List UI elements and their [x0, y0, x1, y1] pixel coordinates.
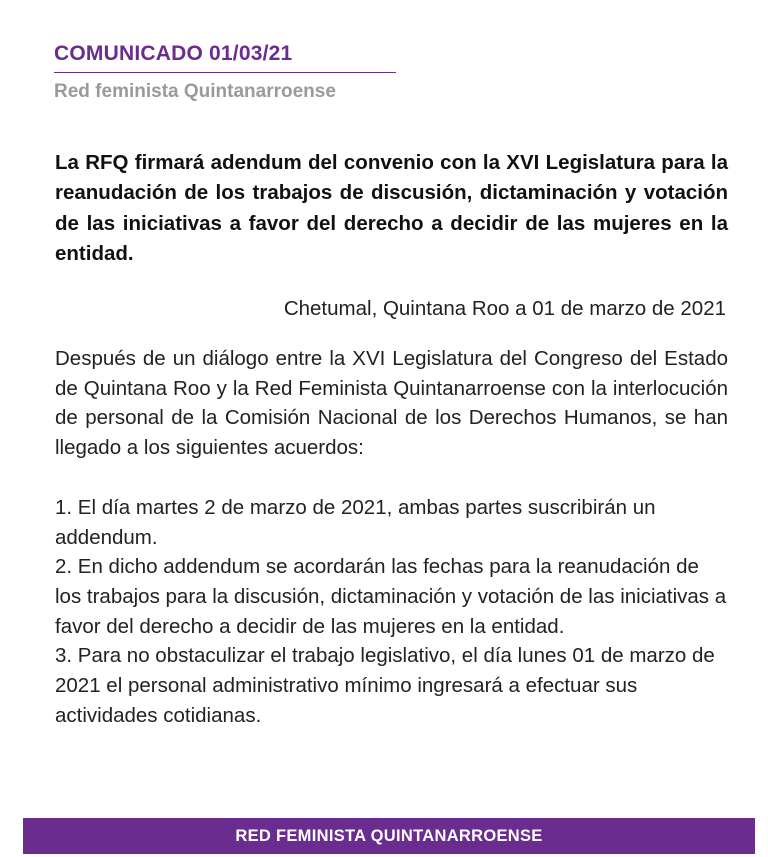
agreement-item: 3. Para no obstaculizar el trabajo legislativo, el día lunes 01 de marzo de 2021 el personal administrativo mínimo ingresará a efectuar sus actividades cotidianas. — [55, 644, 715, 727]
dateline: Chetumal, Quintana Roo a 01 de marzo de 2021 — [283, 297, 726, 320]
footer-label: RED FEMINISTA QUINTANARROENSE — [235, 826, 543, 845]
document-header — [54, 42, 396, 103]
intro-paragraph: Después de un diálogo entre la XVI Legislatura del Congreso del Estado de Quintana Roo y la Red Feminista Quintanarroense con la interlocución de personal de la Comisión Nacional de los Derechos Humanos, se han llegado a los siguientes acuerdos: — [55, 347, 728, 460]
body-text — [55, 344, 728, 731]
organization-subtitle: Red feminista Quintanarroense — [54, 81, 336, 102]
agreement-item: 2. En dicho addendum se acordarán las fechas para la reanudación de los trabajos para la discusión, dictaminación y votación de las iniciativas a favor del derecho a decidir de las mujeres en la entidad. — [55, 555, 727, 638]
agreement-item: 1. El día martes 2 de marzo de 2021, ambas partes suscribirán un addendum. — [55, 495, 656, 549]
headline: La RFQ firmará adendum del convenio con la XVI Legislatura para la reanudación de los trabajos de discusión, dictaminación y votación de las iniciativas a favor del derecho a decidir de las mujeres en la entidad. — [55, 151, 728, 265]
agreements-list — [55, 493, 728, 731]
footer-banner — [23, 818, 755, 854]
communique-title: COMUNICADO 01/03/21 — [54, 42, 396, 73]
